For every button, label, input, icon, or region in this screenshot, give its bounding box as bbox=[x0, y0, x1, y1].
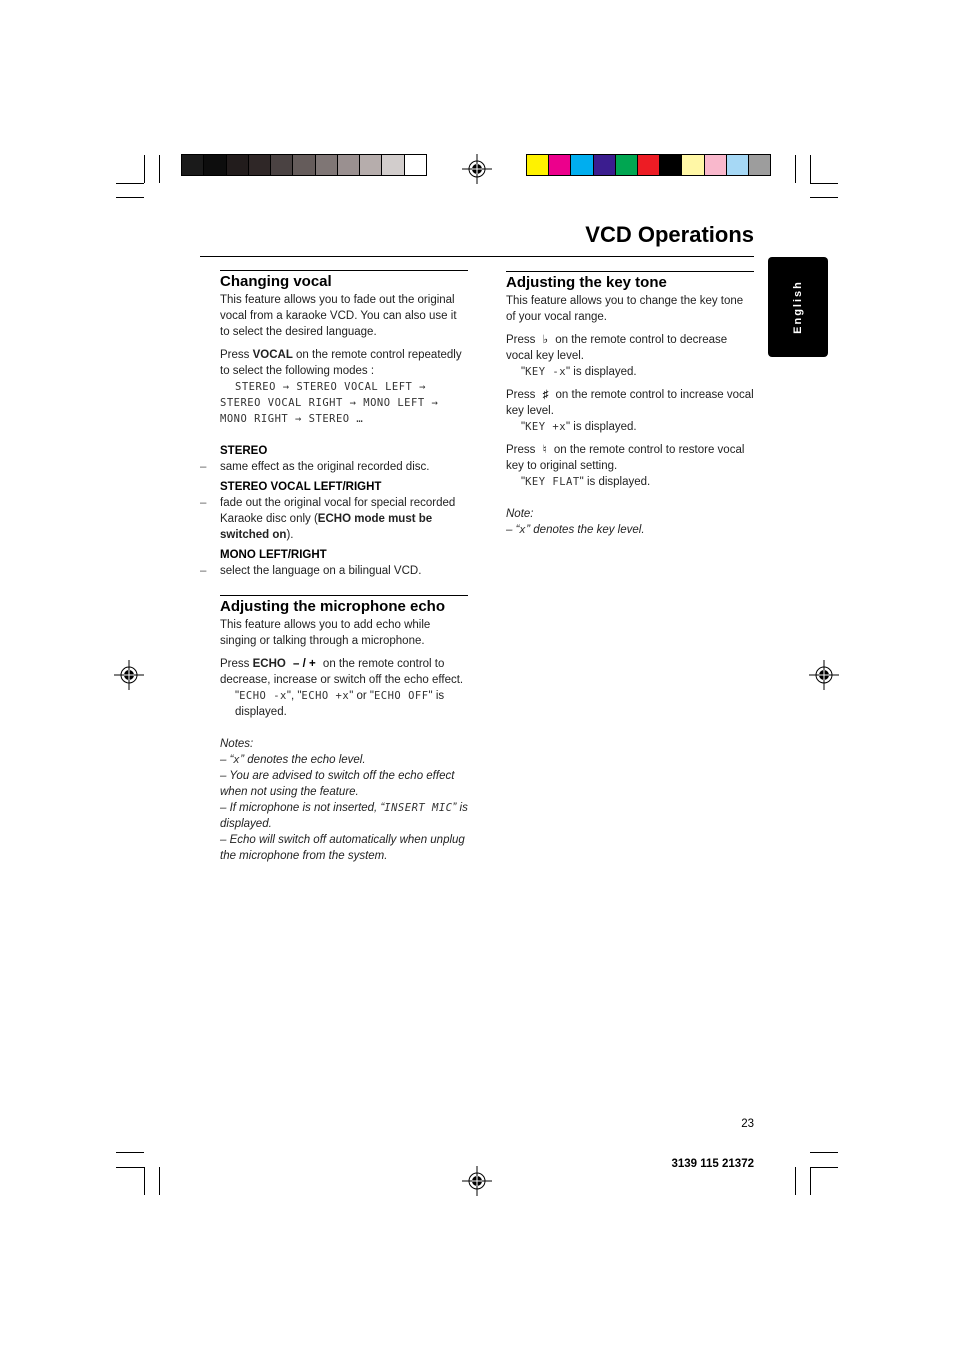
dash: – bbox=[200, 565, 207, 577]
intro-text: This feature allows you to add echo while singing or talking through a microphone. bbox=[220, 619, 431, 647]
page-number: 23 bbox=[741, 1118, 754, 1130]
text-fragment: on the remote control to restore vocal key to original setting. bbox=[506, 444, 745, 472]
key-name: VOCAL bbox=[252, 349, 293, 361]
crop-mark bbox=[810, 1167, 838, 1168]
emphasis: ECHO mode must be switched on bbox=[220, 513, 433, 541]
text-fragment: " is displayed. bbox=[566, 366, 637, 378]
calibration-swatch bbox=[616, 155, 638, 175]
text-fragment: ). bbox=[286, 529, 294, 541]
crop-mark bbox=[810, 197, 838, 198]
note-item: – You are advised to switch off the echo effect when not using the feature. bbox=[220, 770, 455, 798]
dash: – bbox=[200, 461, 207, 473]
crop-mark bbox=[795, 155, 796, 183]
lcd-text: ECHO -x bbox=[239, 690, 287, 702]
crop-mark bbox=[159, 1167, 160, 1195]
lcd-text: KEY +x bbox=[525, 421, 567, 433]
note-item bbox=[506, 522, 754, 538]
crop-mark bbox=[144, 155, 145, 183]
calibration-swatch bbox=[527, 155, 549, 175]
flat-icon: ♭ bbox=[542, 334, 549, 346]
registration-mark-icon bbox=[462, 1166, 492, 1196]
text-fragment: " bbox=[235, 690, 240, 702]
crop-mark bbox=[810, 183, 838, 184]
crop-mark bbox=[159, 155, 160, 183]
calibration-swatch bbox=[360, 155, 382, 175]
intro-text: This feature allows you to fade out the original vocal from a karaoke VCD. You can also use it to select the desired language. bbox=[220, 294, 457, 338]
mode-sequence: MONO RIGHT → STEREO … bbox=[220, 413, 364, 425]
text-fragment: Press bbox=[506, 389, 539, 401]
lcd-text: ECHO OFF bbox=[373, 690, 429, 702]
sharp-icon: ♯ bbox=[542, 389, 549, 401]
crop-mark bbox=[144, 1167, 145, 1195]
section-heading: Adjusting the key tone bbox=[506, 274, 667, 291]
notes-title: Notes: bbox=[220, 738, 254, 750]
mode-sequence: STEREO → STEREO VOCAL LEFT → bbox=[235, 381, 427, 393]
text-fragment: on the remote control to increase vocal key level. bbox=[506, 389, 754, 417]
crop-mark bbox=[810, 1167, 811, 1195]
mic-echo-section bbox=[220, 595, 468, 864]
calibration-swatch bbox=[293, 155, 315, 175]
registration-mark-icon bbox=[462, 154, 492, 184]
instruction-text bbox=[506, 442, 754, 474]
instruction-text bbox=[506, 332, 754, 364]
calibration-swatch bbox=[405, 155, 426, 175]
lcd-text: x bbox=[233, 754, 241, 766]
text-fragment: Press bbox=[506, 334, 539, 346]
display-text bbox=[506, 364, 754, 380]
crop-mark bbox=[116, 1152, 144, 1153]
calibration-swatch bbox=[182, 155, 204, 175]
text-fragment: – If microphone is not inserted, “ bbox=[220, 802, 385, 814]
lcd-text: ECHO +x bbox=[301, 690, 350, 702]
text-fragment: " is displayed. bbox=[566, 421, 637, 433]
crop-mark bbox=[795, 1167, 796, 1195]
instruction-text bbox=[220, 656, 468, 688]
crop-mark bbox=[116, 197, 144, 198]
mode-sequence: STEREO VOCAL RIGHT → MONO LEFT → bbox=[220, 397, 439, 409]
crop-mark bbox=[810, 155, 811, 183]
lcd-text: x bbox=[519, 524, 527, 536]
left-column bbox=[200, 270, 468, 864]
text-fragment: select the language on a bilingual VCD. bbox=[220, 565, 422, 577]
lcd-text: KEY FLAT bbox=[525, 476, 580, 488]
text-fragment: Press bbox=[220, 349, 253, 361]
text-fragment: ” denotes the key level. bbox=[526, 524, 645, 536]
registration-mark-icon bbox=[114, 660, 144, 690]
text-fragment: on the remote control to decrease vocal key level. bbox=[506, 334, 728, 362]
notes-block bbox=[220, 736, 468, 864]
lcd-text: KEY -x bbox=[525, 366, 567, 378]
document-code: 3139 115 21372 bbox=[671, 1158, 754, 1170]
note-item: – Echo will switch off automatically when unplug the microphone from the system. bbox=[220, 834, 465, 862]
note-item bbox=[220, 800, 468, 832]
text-fragment: ” is displayed. bbox=[220, 802, 468, 830]
title-divider bbox=[200, 256, 754, 257]
calibration-swatch bbox=[749, 155, 770, 175]
text-fragment: Press bbox=[506, 444, 539, 456]
text-fragment: ” denotes the echo level. bbox=[240, 754, 366, 766]
calibration-swatch bbox=[594, 155, 616, 175]
registration-mark-icon bbox=[809, 660, 839, 690]
mode-description bbox=[200, 459, 468, 475]
text-fragment: – “ bbox=[220, 754, 234, 766]
grayscale-calibration-bar bbox=[181, 154, 427, 176]
text-fragment: fade out the original vocal for special recorded Karaoke disc only ( bbox=[220, 497, 456, 525]
crop-mark bbox=[116, 1167, 144, 1168]
text-fragment: " bbox=[521, 476, 526, 488]
display-text bbox=[506, 474, 754, 490]
calibration-swatch bbox=[571, 155, 593, 175]
intro-text: This feature allows you to change the key tone of your vocal range. bbox=[506, 295, 744, 323]
text-fragment: " is displayed. bbox=[579, 476, 651, 488]
notes-title: Note: bbox=[506, 508, 534, 520]
display-text bbox=[506, 419, 754, 435]
calibration-swatch bbox=[249, 155, 271, 175]
calibration-swatch bbox=[705, 155, 727, 175]
calibration-swatch bbox=[338, 155, 360, 175]
calibration-swatch bbox=[549, 155, 571, 175]
key-name: ECHO bbox=[252, 658, 286, 670]
page-title: VCD Operations bbox=[585, 222, 754, 247]
calibration-swatch bbox=[227, 155, 249, 175]
text-fragment: " bbox=[521, 366, 526, 378]
calibration-swatch bbox=[638, 155, 660, 175]
calibration-swatch bbox=[382, 155, 404, 175]
right-column bbox=[506, 271, 754, 538]
instruction-text bbox=[506, 387, 754, 419]
section-heading: Adjusting the microphone echo bbox=[220, 598, 446, 615]
language-tab-text: English bbox=[791, 280, 804, 334]
instruction-text bbox=[220, 347, 468, 379]
text-fragment: ", " bbox=[286, 690, 302, 702]
natural-icon: ♮ bbox=[542, 444, 547, 456]
mode-label-mono: MONO LEFT/RIGHT bbox=[220, 549, 327, 561]
key-tone-section bbox=[506, 271, 754, 538]
lcd-text: INSERT MIC bbox=[384, 802, 453, 814]
calibration-swatch bbox=[660, 155, 682, 175]
mode-label-stereo: STEREO bbox=[220, 445, 268, 457]
minus-plus-icon: – / + bbox=[293, 658, 316, 670]
changing-vocal-section bbox=[200, 270, 468, 579]
text-fragment: " is displayed. bbox=[235, 690, 445, 718]
crop-mark bbox=[810, 1152, 838, 1153]
mode-description bbox=[200, 563, 468, 579]
dash: – bbox=[200, 497, 207, 509]
mode-label-stereo-vocal: STEREO VOCAL LEFT/RIGHT bbox=[220, 481, 382, 493]
text-fragment: on the remote control to decrease, increase or switch off the echo effect. bbox=[220, 658, 464, 686]
note-item bbox=[220, 752, 468, 768]
color-calibration-bar bbox=[526, 154, 771, 176]
text-fragment: Press bbox=[220, 658, 253, 670]
crop-mark bbox=[116, 183, 144, 184]
calibration-swatch bbox=[271, 155, 293, 175]
notes-block bbox=[506, 506, 754, 538]
section-heading: Changing vocal bbox=[220, 273, 332, 290]
calibration-swatch bbox=[682, 155, 704, 175]
calibration-swatch bbox=[316, 155, 338, 175]
text-fragment: " or " bbox=[349, 690, 374, 702]
text-fragment: " bbox=[521, 421, 526, 433]
mode-description bbox=[200, 495, 468, 543]
calibration-swatch bbox=[727, 155, 749, 175]
text-fragment: – “ bbox=[506, 524, 520, 536]
display-text bbox=[220, 688, 468, 720]
language-tab-label bbox=[768, 257, 828, 357]
calibration-swatch bbox=[204, 155, 226, 175]
text-fragment: on the remote control repeatedly to select the following modes : bbox=[220, 349, 462, 377]
text-fragment: same effect as the original recorded disc. bbox=[220, 461, 430, 473]
